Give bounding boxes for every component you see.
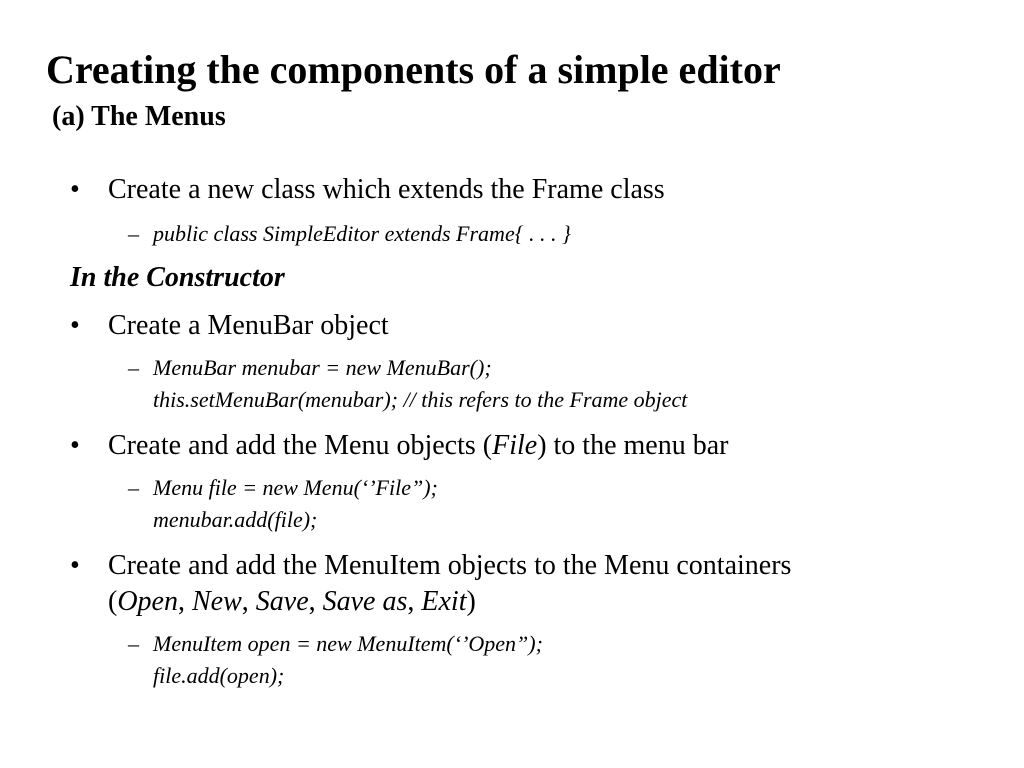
menu-item-exit: Exit: [421, 586, 467, 617]
bullet-text-italic: File: [492, 430, 538, 461]
bullet-text: Create a MenuBar object: [108, 310, 389, 341]
separator: ,: [308, 586, 323, 617]
bullet-text-line1: Create and add the MenuItem objects to the Menu containers: [108, 550, 792, 581]
code-line: menubar.add(file);: [153, 507, 318, 532]
bullet-menu-objects: [70, 428, 970, 464]
menu-item-save: Save: [255, 586, 309, 617]
menu-item-open: Open: [117, 586, 178, 617]
code-line: public class SimpleEditor extends Frame{ . . . }: [153, 221, 571, 246]
sub-bullet-menuitem-code: [70, 628, 970, 692]
code-line: file.add(open);: [153, 663, 285, 688]
code-line: MenuItem open = new MenuItem(‘’Open”);: [153, 631, 543, 656]
menu-item-new: New: [191, 586, 242, 617]
bullet-mark: •: [70, 310, 80, 341]
bullet-text-suffix: ) to the menu bar: [537, 430, 729, 461]
bullet-text: Create a new class which extends the Frame class: [108, 174, 665, 205]
paren-close: ): [466, 586, 476, 617]
separator: ,: [241, 586, 256, 617]
bullet-menubar: [70, 308, 970, 344]
constructor-heading: In the Constructor: [70, 262, 285, 293]
bullet-menuitem-objects: [70, 548, 970, 620]
dash-mark: –: [128, 355, 139, 380]
dash-mark: –: [128, 221, 139, 246]
code-line: this.setMenuBar(menubar); // this refers to the Frame object: [153, 387, 688, 412]
paren-open: (: [108, 586, 118, 617]
bullet-mark: •: [70, 430, 80, 461]
code-line: Menu file = new Menu(‘’File”);: [153, 475, 438, 500]
dash-mark: –: [128, 475, 139, 500]
bullet-text-prefix: Create and add the Menu objects (: [108, 430, 493, 461]
sub-bullet-menu-code: [70, 472, 970, 536]
slide-subtitle: (a) The Menus: [52, 101, 226, 132]
bullet-mark: •: [70, 550, 80, 581]
separator: ,: [177, 586, 192, 617]
slide-body: [70, 168, 970, 692]
code-line: MenuBar menubar = new MenuBar();: [153, 355, 492, 380]
bullet-mark: •: [70, 174, 80, 205]
separator: ,: [407, 586, 422, 617]
bullet-extend-frame: [70, 172, 970, 208]
menu-item-save-as: Save as: [322, 586, 408, 617]
slide-title: Creating the components of a simple editor: [46, 47, 781, 92]
sub-bullet-class-decl: [70, 218, 970, 250]
bullet-text-line2: [108, 584, 970, 620]
sub-bullet-menubar-code: [70, 352, 970, 416]
dash-mark: –: [128, 631, 139, 656]
